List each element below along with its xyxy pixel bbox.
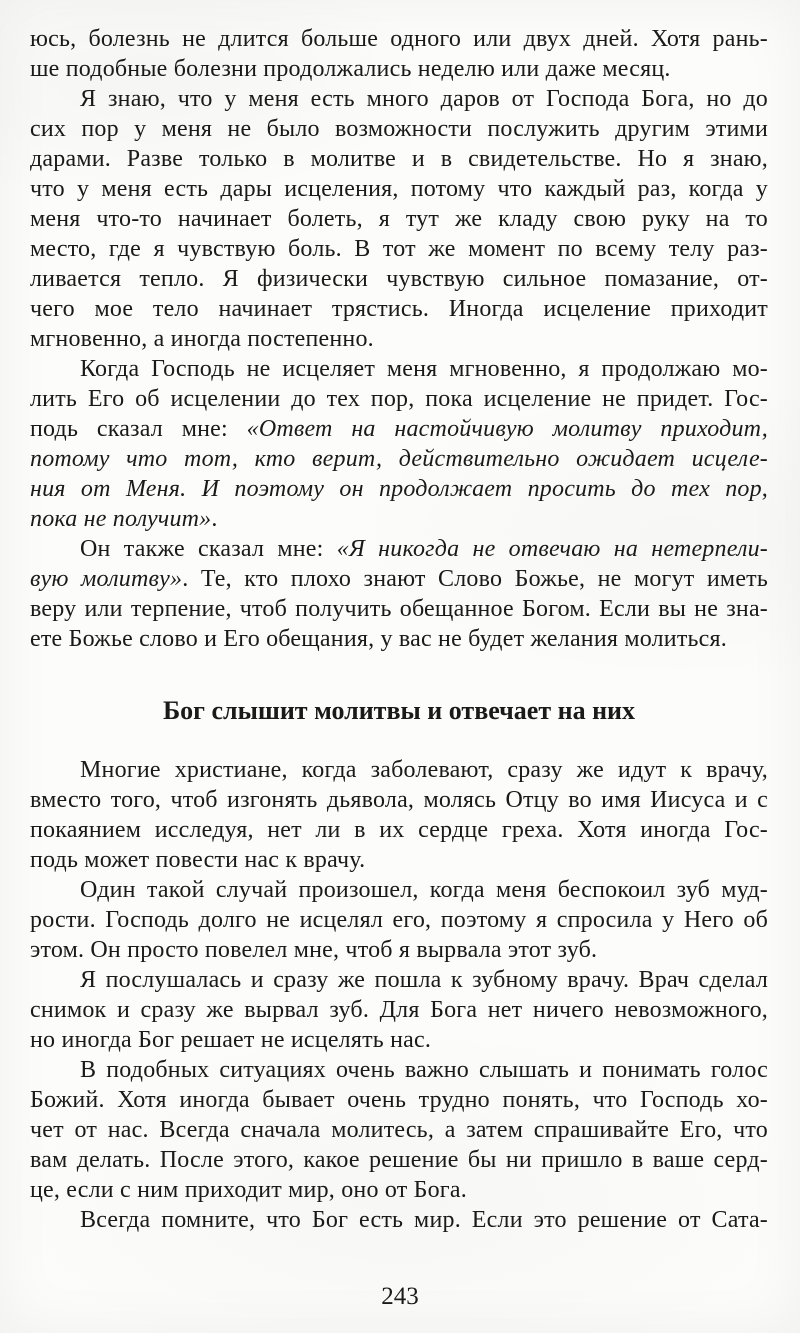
body-text-run: чет от нас. Всегда сначала молитесь, а затем спрашивайте Его, что [30,1117,768,1143]
text-line [30,204,768,234]
body-text-run: снимок и сразу же вырвал зуб. Для Бога нет ничего невозможного, [30,997,768,1023]
paragraph [30,965,768,1055]
paragraph [30,24,768,84]
body-text-run: сих пор у меня не было возможности послужить другим этими [30,116,768,142]
quote-text-run: пока не получит» [30,506,212,532]
body-text-run: Я послушалась и сразу же пошла к зубному врачу. Врач сделал [80,967,768,993]
text-line [30,785,768,815]
text-line [30,84,768,114]
body-text-run: Всегда помните, что Бог есть мир. Если это решение от Сата- [80,1207,768,1233]
body-text-run: Один такой случай произошел, когда меня беспокоил зуб муд- [80,877,768,903]
body-text-run: Я знаю, что у меня есть много даров от Господа Бога, но до [80,86,768,112]
text-line [30,534,768,564]
text-line [30,1025,768,1055]
text-line [30,264,768,294]
body-text-run: этом. Он просто повелел мне, чтоб я вырвала этот зуб. [30,937,598,963]
text-line [30,234,768,264]
text-line [30,1145,768,1175]
text-line [30,474,768,504]
paragraph [30,354,768,534]
text-line [30,324,768,354]
body-text-run: покаянием исследуя, нет ли в их сердце греха. Хотя иногда Гос- [30,817,768,843]
text-line [30,294,768,324]
text-line [30,845,768,875]
body-text-run: мгновенно, а иногда постепенно. [30,326,374,352]
text-line [30,1115,768,1145]
quote-text-run: вую молитву» [30,566,183,592]
body-text-run: юсь, болезнь не длится больше одного или двух дней. Хотя рань- [30,26,768,52]
section-heading: Бог слышит молитвы и отвечает на них [162,696,636,725]
text-line [30,504,768,534]
body-text-run: ливается тепло. Я физически чувствую сильное помазание, от- [30,266,768,292]
body-text-run: рости. Господь долго не исцелял его, поэтому я спросила у Него об [30,907,768,933]
body-text-run: но иногда Бог решает не исцелять нас. [30,1027,432,1053]
quote-text-run: потому что тот, кто верит, действительно ожидает исцеле- [30,446,768,472]
text-line [30,965,768,995]
text-line [30,354,768,384]
body-text-run: Многие христиане, когда заболевают, сразу же идут к врачу, [80,757,768,783]
text-line [30,1085,768,1115]
paragraph [30,1205,768,1235]
body-text-run: вам делать. После этого, какое решение бы ни пришло в ваше серд- [30,1147,768,1173]
body-text-run: В подобных ситуациях очень важно слышать и понимать голос [80,1057,768,1083]
body-text-run: чего мое тело начинает трястись. Иногда исцеление приходит [30,296,768,322]
paragraph [30,1055,768,1205]
body-text-run: це, если с ним приходит мир, оно от Бога. [30,1177,467,1203]
body-text-run: веру или терпение, чтоб получить обещанное Богом. Если вы не зна- [30,596,768,622]
text-line [30,144,768,174]
body-text-run: лить Его об исцелении до тех пор, пока исцеление не придет. Гос- [30,386,768,412]
text-line [30,875,768,905]
text-line [30,54,768,84]
text-line [30,594,768,624]
text-line [30,624,768,654]
paragraph [30,84,768,354]
body-text-run: . Те, кто плохо знают Слово Божье, не могут иметь [182,566,769,592]
text-line [30,935,768,965]
body-text-run: Когда Господь не исцеляет меня мгновенно, я продолжаю мо- [80,356,768,382]
text-line [30,24,768,54]
text-line [30,815,768,845]
body-text-run: место, где я чувствую боль. В тот же момент по всему телу раз- [30,236,768,262]
text-line [30,1175,768,1205]
body-text-run: . [211,506,218,532]
paragraph [30,875,768,965]
paragraph [30,755,768,875]
text-line [30,564,768,594]
body-text-run: дарами. Разве только в молитве и в свидетельстве. Но я знаю, [30,146,768,172]
body-text-run: вместо того, чтоб изгонять дьявола, молясь Отцу во имя Иисуса и с [30,787,768,813]
body-text-run: подь сказал мне: [30,416,247,442]
body-text-run: меня что-то начинает болеть, я тут же кладу свою руку на то [30,206,768,232]
body-text-run: подь может повести нас к врачу. [30,847,366,873]
paragraph [30,534,768,654]
text-line [30,905,768,935]
text-line [30,1055,768,1085]
text-line [30,114,768,144]
text-line [30,174,768,204]
body-text-run: что у меня есть дары исцеления, потому что каждый раз, когда у [30,176,768,202]
quote-text-run: «Я никогда не отвечаю на нетерпели- [336,536,769,562]
text-line [30,995,768,1025]
text-block [30,24,768,1235]
body-text-run: Он также сказал мне: [80,536,337,562]
text-line [30,755,768,785]
body-text-run: Божий. Хотя иногда бывает очень трудно понять, что Господь хо- [30,1087,768,1113]
text-line [30,1205,768,1235]
body-text-run: ше подобные болезни продолжались неделю или даже месяц. [30,56,671,82]
page-number: 243 [381,1283,419,1310]
body-text-run: ете Божье слово и Его обещания, у вас не будет желания молиться. [30,626,727,652]
quote-text-run: «Ответ на настойчивую молитву приходит, [246,416,768,442]
text-line [30,384,768,414]
text-line [30,414,768,444]
quote-text-run: ния от Меня. И поэтому он продолжает просить до тех пор, [30,476,768,502]
text-line [30,444,768,474]
